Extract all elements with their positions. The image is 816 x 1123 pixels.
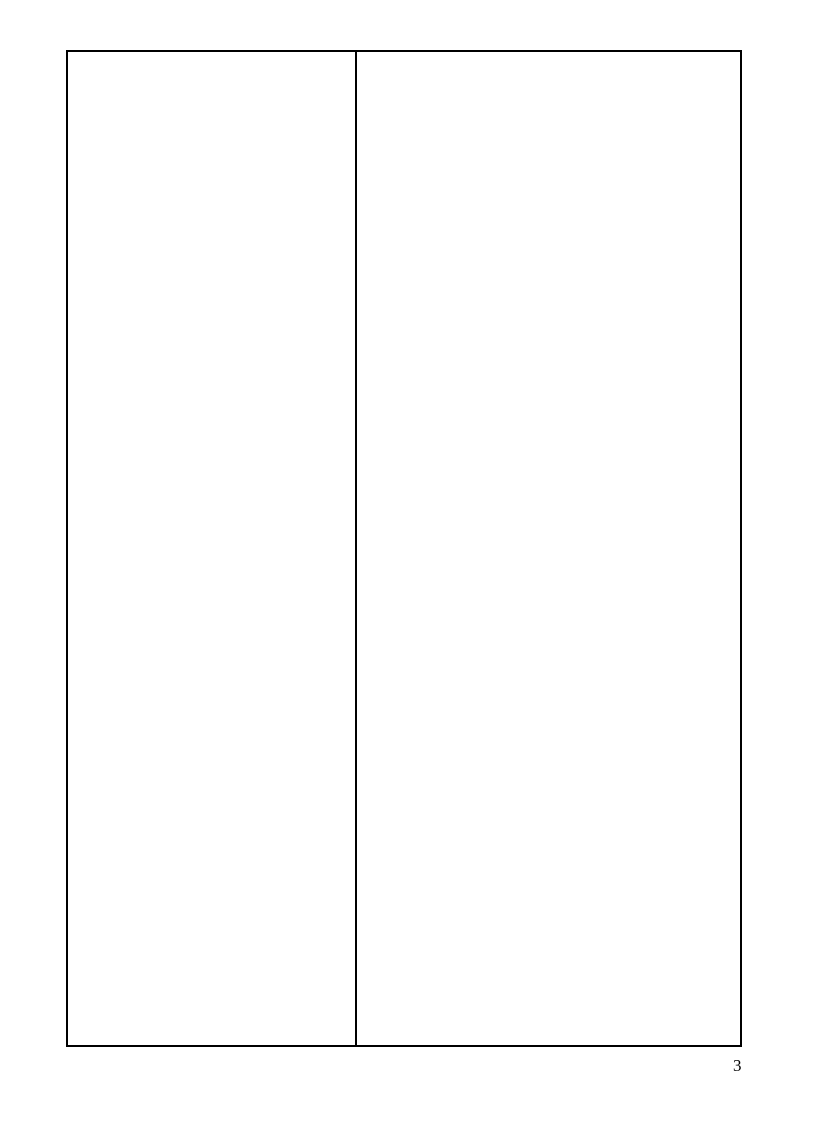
table-frame <box>66 50 742 1047</box>
column-divider <box>355 50 357 1047</box>
page-number: 3 <box>733 1056 742 1075</box>
